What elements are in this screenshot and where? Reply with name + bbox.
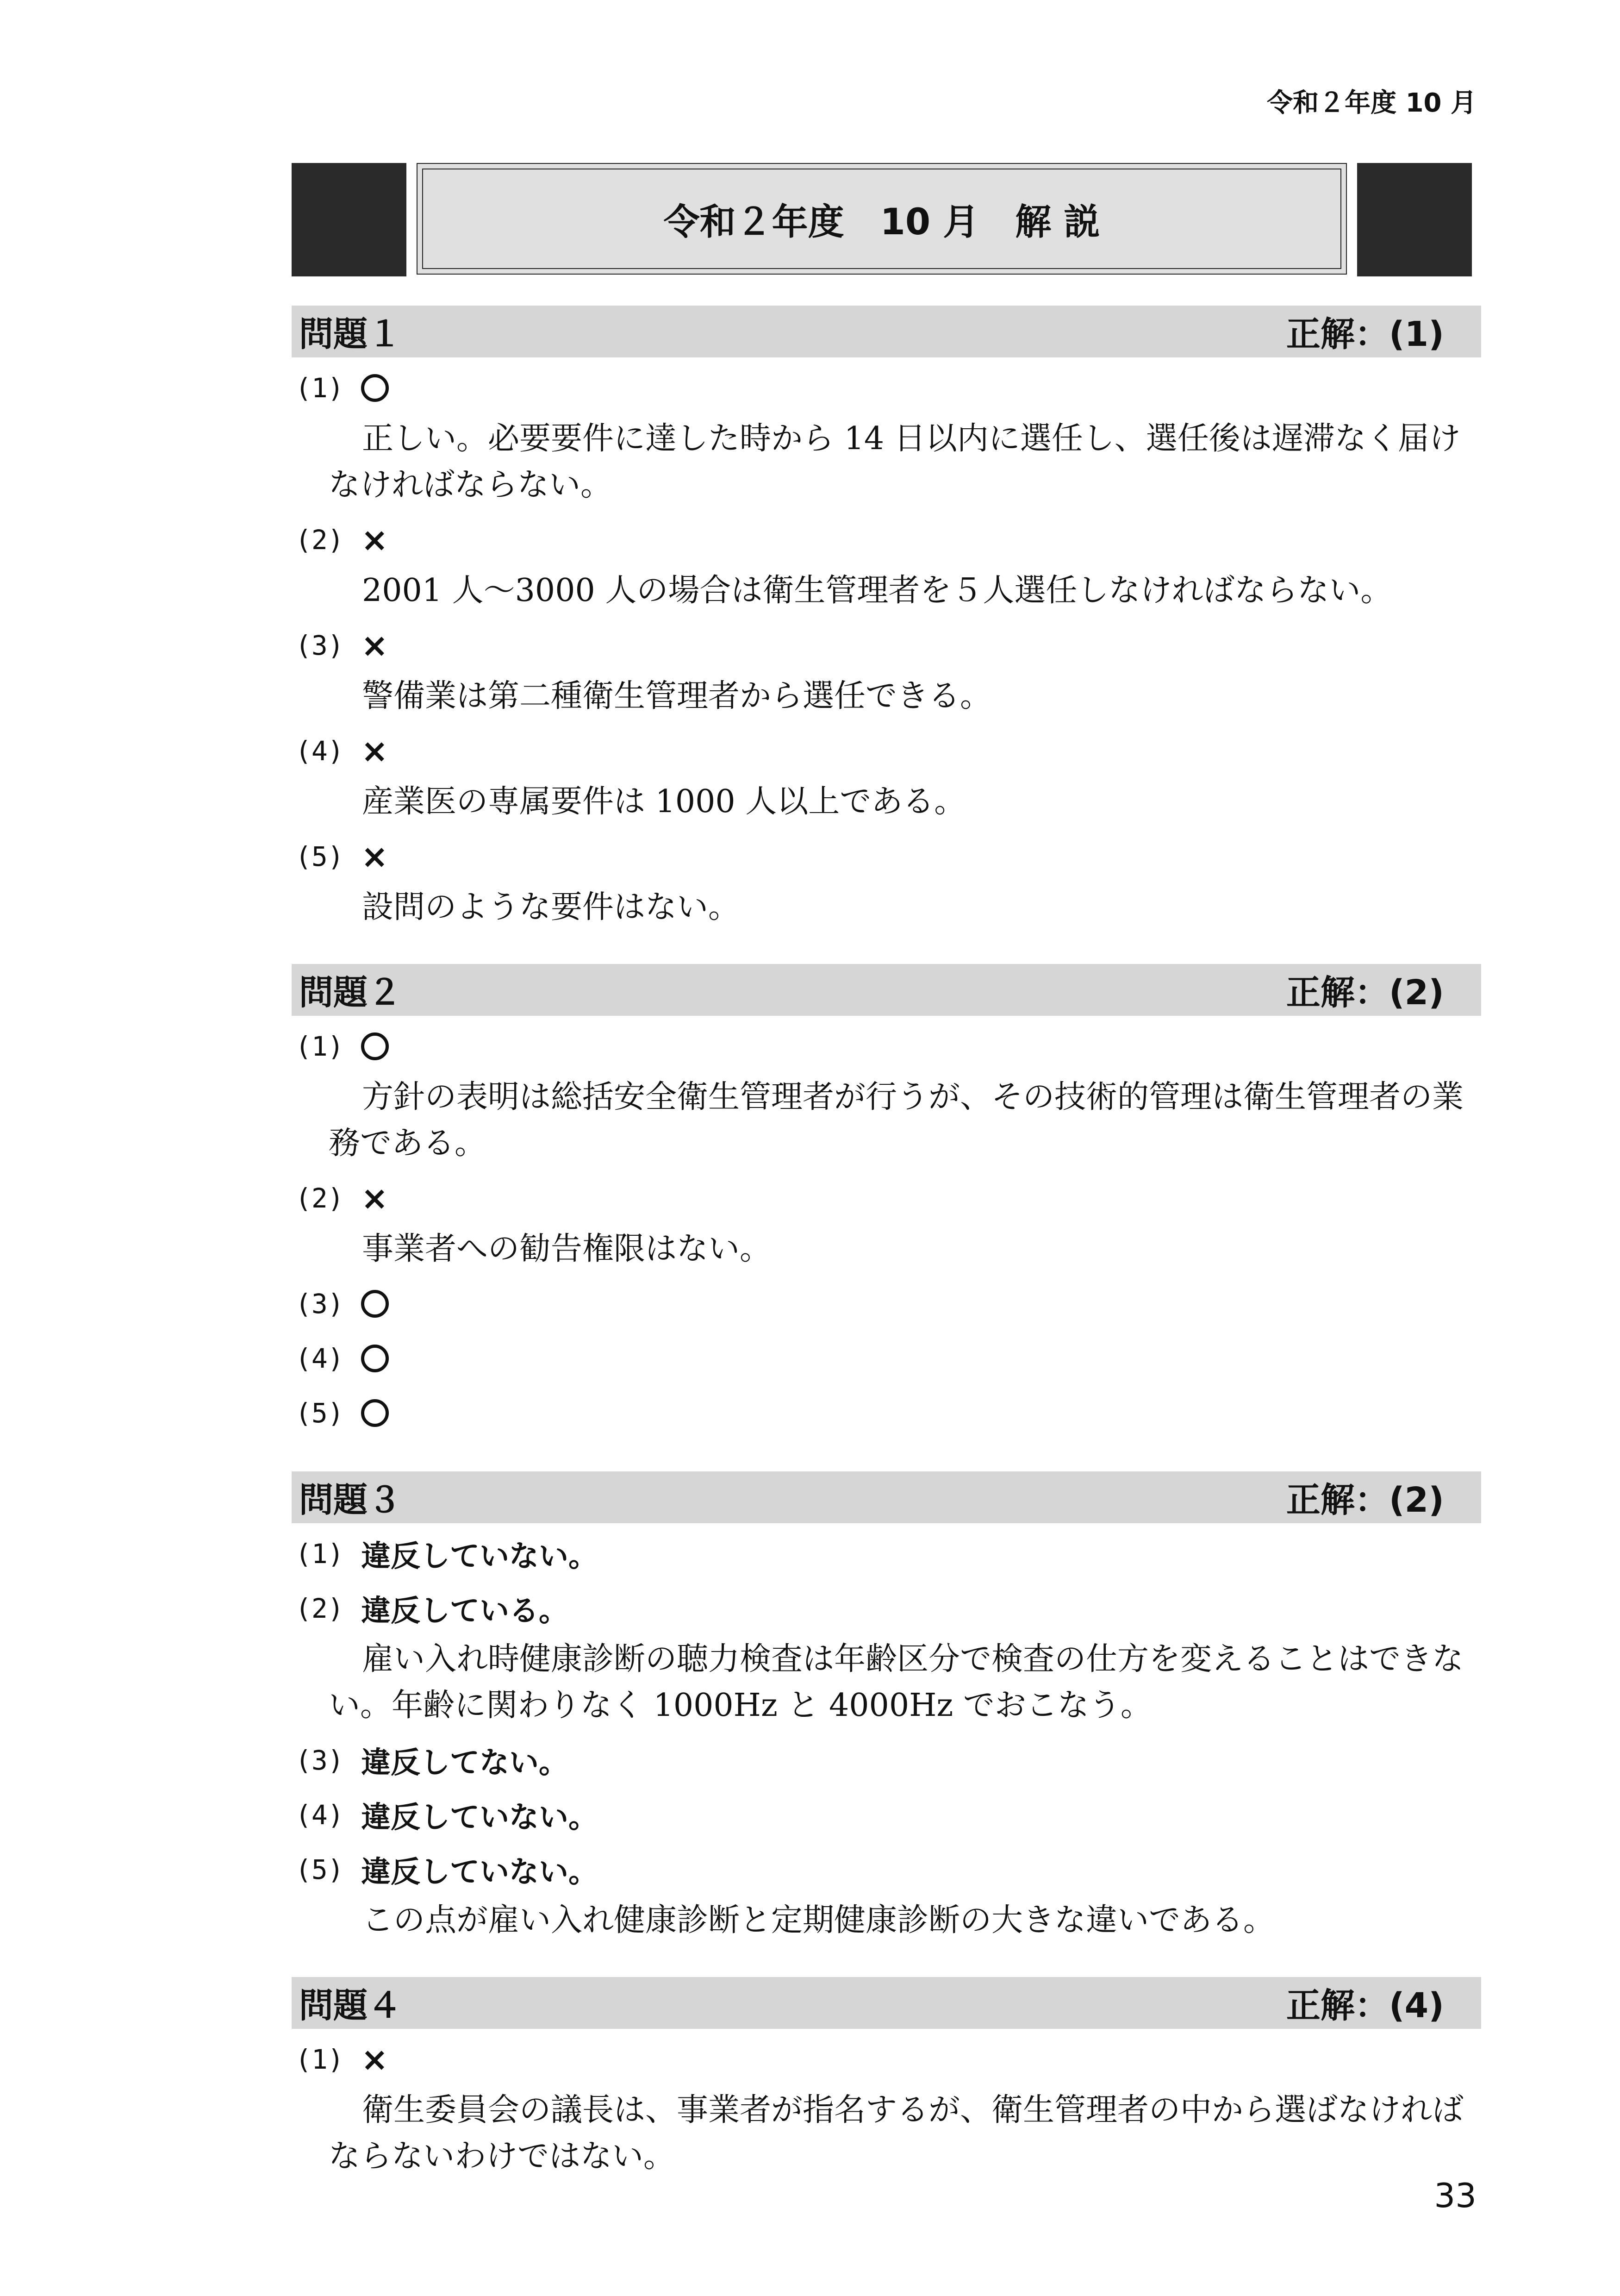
item-verdict: 違反している。 [361,1594,568,1628]
answer-label: 正解：(4) [1286,1986,1444,2026]
answer-item [292,1845,1481,1944]
item-line [292,1529,1481,1579]
item-line [292,1388,1481,1438]
answer-item [292,1388,1481,1438]
item-number: (1) [295,372,344,404]
answer-item [292,1021,1481,1167]
question-header [292,306,1481,357]
question-header [292,1471,1481,1523]
item-number: (4) [295,1343,344,1374]
cross-mark-icon: × [361,521,388,559]
circle-mark-icon [361,1290,389,1318]
item-line [292,1173,1481,1223]
item-line [292,2034,1481,2084]
question-header [292,1977,1481,2029]
item-explanation: 設問のような要件はない。 [362,889,740,926]
page-number: 33 [1434,2176,1477,2215]
item-explanation: 警備業は第二種衛生管理者から選任できる。 [362,678,992,714]
item-number: (1) [295,1538,344,1570]
circle-mark-icon [361,374,389,402]
title-block-left [292,163,406,276]
item-explanation: 産業医の専属要件は 1000 人以上である。 [362,783,966,820]
item-verdict: 違反してない。 [361,1746,568,1780]
question-section [292,306,1481,931]
item-explanation: 方針の表明は総括安全衛生管理者が行うが、その技術的管理は衛生管理者の業務である。 [329,1079,1464,1162]
answer-item [292,1583,1481,1729]
answer-item [292,832,1481,931]
answer-label: 正解：(2) [1286,973,1444,1013]
item-line [292,1021,1481,1071]
item-line [292,620,1481,670]
item-number: (5) [295,841,344,872]
question-section [292,1977,1481,2180]
item-line [292,1583,1481,1633]
item-verdict: 違反していない。 [361,1801,598,1835]
answer-item [292,726,1481,825]
item-number: (1) [295,2044,344,2075]
question-label: 問題３ [299,1480,402,1520]
question-section [292,964,1481,1438]
circle-mark-icon [361,1345,389,1372]
answer-item [292,363,1481,508]
item-line [292,1333,1481,1383]
item-verdict: 違反していない。 [361,1855,598,1889]
item-number: (5) [295,1397,344,1429]
answer-item [292,515,1481,614]
question-label: 問題４ [299,1986,402,2026]
item-line [292,515,1481,565]
circle-mark-icon [361,1399,389,1427]
title-box [292,163,1472,276]
cross-mark-icon: × [361,1179,388,1217]
answer-item [292,1173,1481,1272]
item-number: (2) [295,524,344,556]
item-line [292,363,1481,413]
title-panel [417,163,1347,275]
item-explanation: 事業者への勧告権限はない。 [362,1231,772,1267]
answer-item [292,1529,1481,1579]
item-number: (4) [295,1799,344,1831]
item-explanation: 衛生委員会の議長は、事業者が指名するが、衛生管理者の中から選ばなければならないわけではない。 [329,2092,1464,2175]
item-number: (5) [295,1854,344,1885]
item-verdict: 違反していない。 [361,1539,598,1574]
title-block-right [1357,163,1472,276]
question-label: 問題１ [299,314,402,354]
cross-mark-icon: × [361,2040,388,2078]
item-number: (2) [295,1182,344,1214]
item-number: (4) [295,735,344,767]
circle-mark-icon [361,1032,389,1060]
answer-item [292,2034,1481,2180]
item-line [292,1735,1481,1785]
item-line [292,832,1481,882]
answer-label: 正解：(2) [1286,1480,1444,1520]
answer-item [292,1790,1481,1840]
running-head: 令和２年度 10 月 [1267,88,1477,118]
answer-item [292,1333,1481,1383]
item-number: (1) [295,1031,344,1062]
question-label: 問題２ [299,973,402,1013]
item-explanation: 雇い入れ時健康診断の聴力検査は年齢区分で検査の仕方を変えることはできない。年齢に関わりなく 1000Hz と 4000Hz でおこなう。 [329,1641,1464,1724]
item-number: (2) [295,1593,344,1624]
item-explanation: この点が雇い入れ健康診断と定期健康診断の大きな違いである。 [362,1902,1275,1939]
answer-item [292,1735,1481,1785]
answer-item [292,1279,1481,1329]
item-explanation: 正しい。必要要件に達した時から 14 日以内に選任し、選任後は遅滞なく届けなければならない。 [329,420,1461,503]
item-explanation: 2001 人～3000 人の場合は衛生管理者を５人選任しなければならない。 [362,572,1392,609]
cross-mark-icon: × [361,626,388,664]
item-number: (3) [295,630,344,661]
answer-label: 正解：(1) [1286,314,1444,354]
item-line [292,1790,1481,1840]
cross-mark-icon: × [361,838,388,876]
item-number: (3) [295,1745,344,1776]
item-line [292,726,1481,776]
question-section [292,1471,1481,1944]
answer-item [292,620,1481,719]
item-number: (3) [295,1288,344,1320]
cross-mark-icon: × [361,732,388,770]
item-line [292,1279,1481,1329]
question-header [292,964,1481,1016]
item-line [292,1845,1481,1895]
content [292,306,1481,2213]
page-title: 令和２年度 10 月 解 説 [422,169,1341,269]
